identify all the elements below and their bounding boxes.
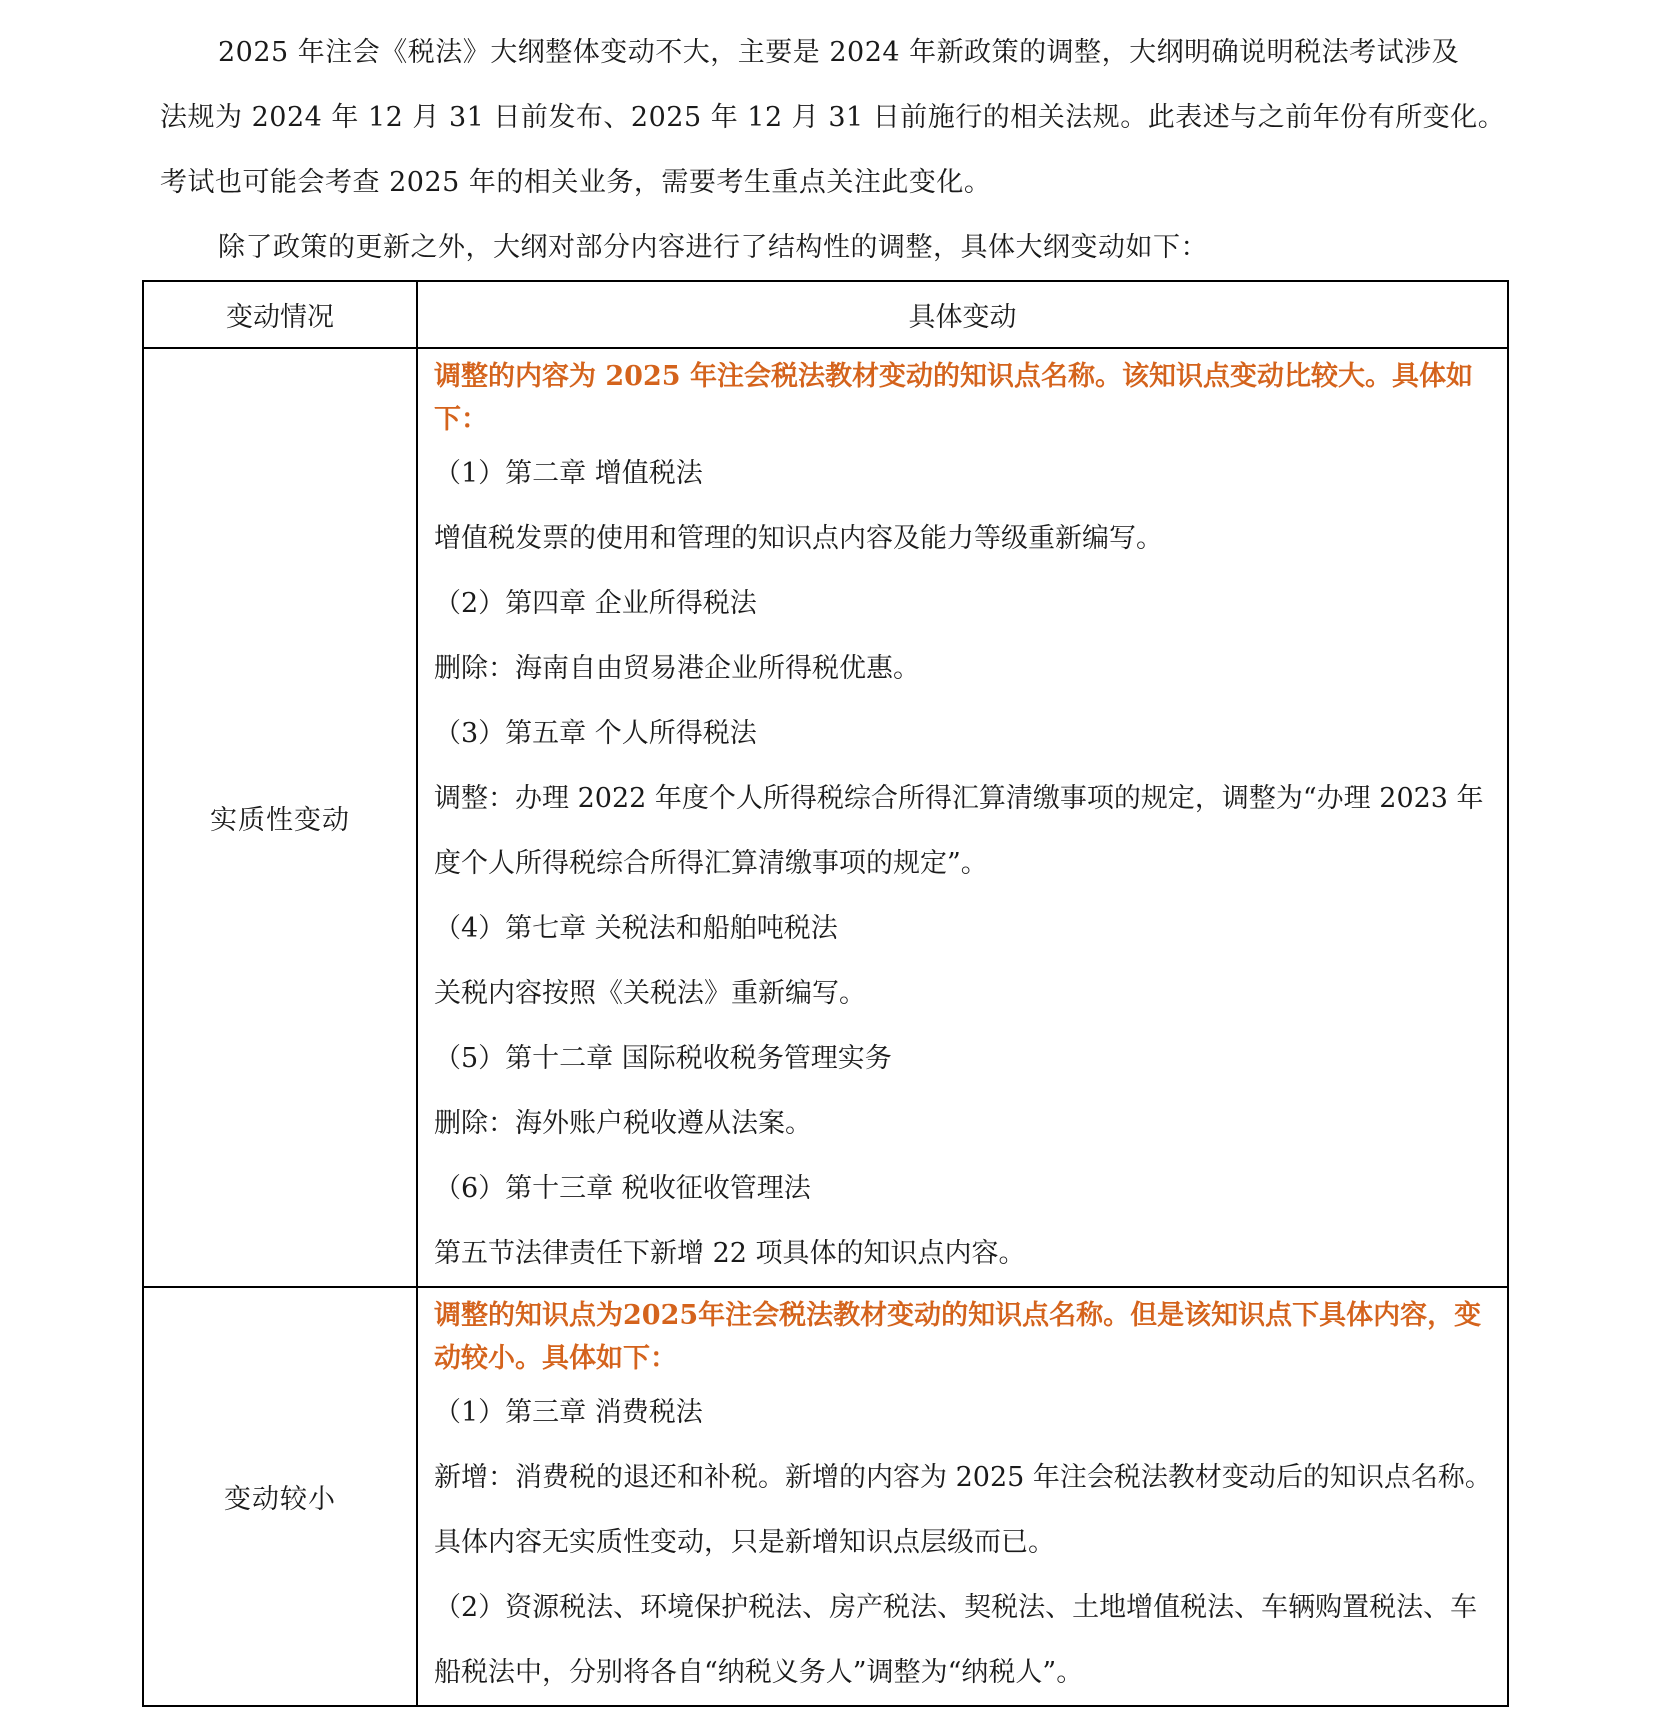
table-row: [143, 1287, 1508, 1706]
syllabus-changes-table: [142, 280, 1509, 1707]
chapter-heading: （6）第十三章 税收征收管理法: [434, 1173, 811, 1204]
change-description: 删除：海外账户税收遵从法案。: [434, 1108, 812, 1139]
chapter-heading: （5）第十二章 国际税收税务管理实务: [434, 1043, 892, 1074]
chapter-heading: （1）第二章 增值税法: [434, 458, 703, 489]
detail-cell: [417, 1287, 1508, 1706]
chapter-heading: （3）第五章 个人所得税法: [434, 718, 757, 749]
category-cell: 实质性变动: [143, 348, 417, 1287]
change-description: 增值税发票的使用和管理的知识点内容及能力等级重新编写。: [434, 523, 1163, 554]
intro-paragraph-1-line-2: 法规为 2024 年 12 月 31 日前发布、2025 年 12 月 31 日前施行的相关法规。此表述与之前年份有所变化。: [160, 102, 1506, 133]
table-row: [143, 348, 1508, 1287]
intro-paragraph-2: 除了政策的更新之外，大纲对部分内容进行了结构性的调整，具体大纲变动如下：: [218, 232, 1208, 263]
change-description: 调整：办理 2022 年度个人所得税综合所得汇算清缴事项的规定，调整为“办理 2023 年度个人所得税综合所得汇算清缴事项的规定”。: [434, 783, 1484, 879]
highlight-summary: 调整的知识点为2025年注会税法教材变动的知识点名称。但是该知识点下具体内容，变动较小。具体如下：: [434, 1300, 1482, 1374]
chapter-heading: （2）第四章 企业所得税法: [434, 588, 757, 619]
change-description: （2）资源税法、环境保护税法、房产税法、契税法、土地增值税法、车辆购置税法、车船税法中，分别将各自“纳税义务人”调整为“纳税人”。: [434, 1592, 1478, 1688]
intro-section: [160, 20, 1510, 280]
header-specific-change: 具体变动: [417, 281, 1508, 348]
change-description: 关税内容按照《关税法》重新编写。: [434, 978, 866, 1009]
chapter-heading: （1）第三章 消费税法: [434, 1397, 703, 1428]
intro-paragraph-1-line-1: 2025 年注会《税法》大纲整体变动不大，主要是 2024 年新政策的调整，大纲明确说明税法考试涉及: [218, 37, 1460, 68]
highlight-summary: 调整的内容为 2025 年注会税法教材变动的知识点名称。该知识点变动比较大。具体如下：: [434, 361, 1473, 435]
intro-paragraph-1-line-3: 考试也可能会考查 2025 年的相关业务，需要考生重点关注此变化。: [160, 167, 992, 198]
change-description: 第五节法律责任下新增 22 项具体的知识点内容。: [434, 1238, 1026, 1269]
table-header-row: [143, 281, 1508, 348]
chapter-heading: （4）第七章 关税法和船舶吨税法: [434, 913, 838, 944]
change-description: 新增：消费税的退还和补税。新增的内容为 2025 年注会税法教材变动后的知识点名称。具体内容无实质性变动，只是新增知识点层级而已。: [434, 1462, 1492, 1558]
change-description: 删除：海南自由贸易港企业所得税优惠。: [434, 653, 920, 684]
detail-cell: [417, 348, 1508, 1287]
header-change-type: 变动情况: [143, 281, 417, 348]
category-cell: 变动较小: [143, 1287, 417, 1706]
